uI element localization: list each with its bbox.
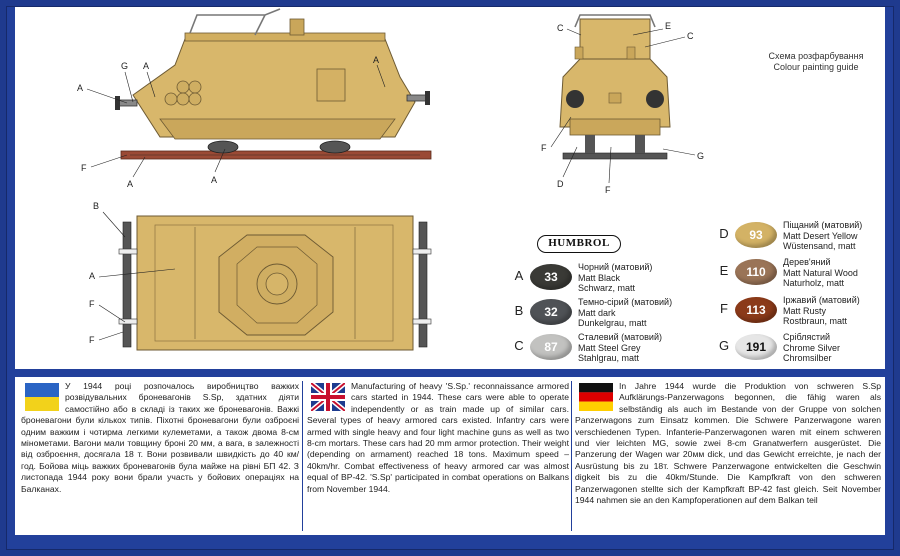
history-english [307,377,569,535]
guide-title-ua: Схема розфарбування [768,51,864,61]
paint-name-de: Naturholz, matt [783,278,845,288]
paint-name-ua: Темно-сірий (матовий) [578,297,673,307]
callout-front-e: E [665,21,672,31]
paint-name-en: Chrome Silver [783,342,841,353]
paint-b [512,297,732,327]
history-panel [15,377,885,535]
top-view [119,216,431,350]
paint-swatch: 93 [735,222,777,248]
callout-side-a3: A [211,175,218,185]
paint-e [717,257,900,287]
paint-name-en: Matt Steel Grey [578,342,641,353]
paint-names [578,297,728,329]
paint-letter: D [719,226,729,241]
uk-flag-icon [311,383,345,411]
paint-names [783,332,900,364]
callout-side-a5: A [373,55,380,65]
callout-top-f1: F [89,299,95,309]
paint-names [578,262,728,294]
paint-name-en: Matt Black [578,272,621,283]
paint-a [512,262,732,292]
paint-letter: A [514,268,524,283]
paint-name-de: Schwarz, matt [578,283,636,293]
callout-top-f2: F [89,335,95,345]
paint-swatch: 33 [530,264,572,290]
paint-letter: F [720,301,728,316]
paint-name-de: Stahlgrau, matt [578,353,640,363]
paint-name-ua: Дерев'яний [783,257,831,267]
callout-side-a1: A [77,83,84,93]
history-ukrainian [21,377,299,535]
paint-name-en: Matt Natural Wood [783,267,858,278]
paint-letter: E [719,263,729,278]
paint-name-ua: Сріблястий [783,332,831,342]
paint-letter: G [718,338,730,353]
paint-name-ua: Сталевий (матовий) [578,332,662,342]
history-text-de: In Jahre 1944 wurde die Produktion von schweren S.Sp Aufklärungs-Panzerwagons begonnen, die fähig waren als selbständig als auch im Bestande von der Gruppe von solchen Panzerwagons zum Einsatz kommen. Die Schwere Panzerwagone waren verschiedenen Typen. Infanterie-Panzerwagonen waren mit einem schweren und vier leichten MG, sowie zwei 8-cm Granatwerfern ausgerüstet. Die Panzerung der Wagen war 20мм dick, und das Gewicht erreichte, je nach der Ausrüstung bis zu 18т. Schwere Panzerwagone entwickelten die Geschwin digkeit bis zu die 40km/Stunde. Die Kampfkraft von den schweren Panzerwagonen stellte sich der Kampfkraft BP-42 fast gleich. Seit November 1944 nahmen sie an den Kampfoperationen auf dem Balkan teil [575,381,881,506]
paint-letter: C [514,338,524,353]
paint-names [783,295,900,327]
paint-swatch: 32 [530,299,572,325]
paint-g [717,332,900,362]
paint-f [717,295,900,325]
paint-name-de: Rostbraun, matt [783,316,848,326]
paint-swatch: 113 [735,297,777,323]
callout-top-b: B [93,201,100,211]
paint-name-ua: Іржавий (матовий) [783,295,860,305]
column-divider [302,381,303,531]
callout-top-a: A [89,271,96,281]
paint-names [783,220,900,252]
callout-front-c1: C [557,23,564,33]
painting-guide-title [751,51,881,73]
callout-side-f: F [81,163,87,173]
paint-d [717,220,900,250]
callout-front-d: D [557,179,564,189]
callout-side-a4: A [127,179,134,189]
history-text-en: Manufacturing of heavy 'S.Sp.' reconnaissance armored cars started in 1944. These cars were able to operate independently or as train made up of similar cars. Several types of heavy armored cars existed. Infantry cars were armed with single heavy and four light machine guns as well as two 8-cm mortars. These cars had 20 mm armor protection. Their weight (depending on armament) reached 18 tons. Maximum speed – 40km/hr. Combat effectiveness of heavy armored car was almost equal of BP-42. 'S.Sp' participated in combat operations on Balkans from November 1944. [307,381,569,494]
paint-name-de: Chromsilber [783,353,832,363]
callout-front-g: G [697,151,705,161]
painting-guide-panel [15,7,885,369]
history-text-ua: У 1944 році розпочалось виробництво важких розвідувальних броневагонів S.Sp, здатних діяти самостійно або в складі із таких же броневагонів. Важкі броневагони були кількох типів. Піхотні броневагони були озброєні одним важким і чотирма легкими кулеметами, а також двома 8-см мінометами. Вагони мали товщину броні 20 мм, а вага, в залежності від озброєння, досягала 18 т. Вони розвивали швидкість до 40 км/год. Бойова міць важких броневагонів була майже на рівні БП 42. З листопада 1944 року вони брали участь у бойових операціях на Балканах. [21,381,299,494]
paint-name-de: Dunkelgrau, matt [578,318,647,328]
paint-names [783,257,900,289]
ukraine-flag-icon [25,383,59,411]
paint-c [512,332,732,362]
paint-letter: B [514,303,524,318]
front-view [560,15,670,159]
paint-names [578,332,728,364]
paint-name-ua: Піщаний (матовий) [783,220,863,230]
column-divider [571,381,572,531]
paint-swatch: 191 [735,334,777,360]
callout-front-f2: F [605,185,611,195]
paint-swatch: 87 [530,334,572,360]
history-german [575,377,881,535]
callout-front-f1: F [541,143,547,153]
callout-front-c2: C [687,31,694,41]
callout-side-g: G [121,61,129,71]
paint-swatch: 110 [735,259,777,285]
paint-name-de: Wüstensand, matt [783,241,856,251]
guide-title-en: Colour painting guide [773,62,859,72]
front-turret [580,19,650,61]
germany-flag-icon [579,383,613,411]
paint-name-en: Matt Rusty [783,305,827,316]
paint-name-en: Matt dark [578,307,616,318]
paint-name-ua: Чорний (матовий) [578,262,653,272]
callout-side-a2: A [143,61,150,71]
paint-name-en: Matt Desert Yellow [783,230,858,241]
humbrol-logo: HUMBROL [537,235,621,253]
